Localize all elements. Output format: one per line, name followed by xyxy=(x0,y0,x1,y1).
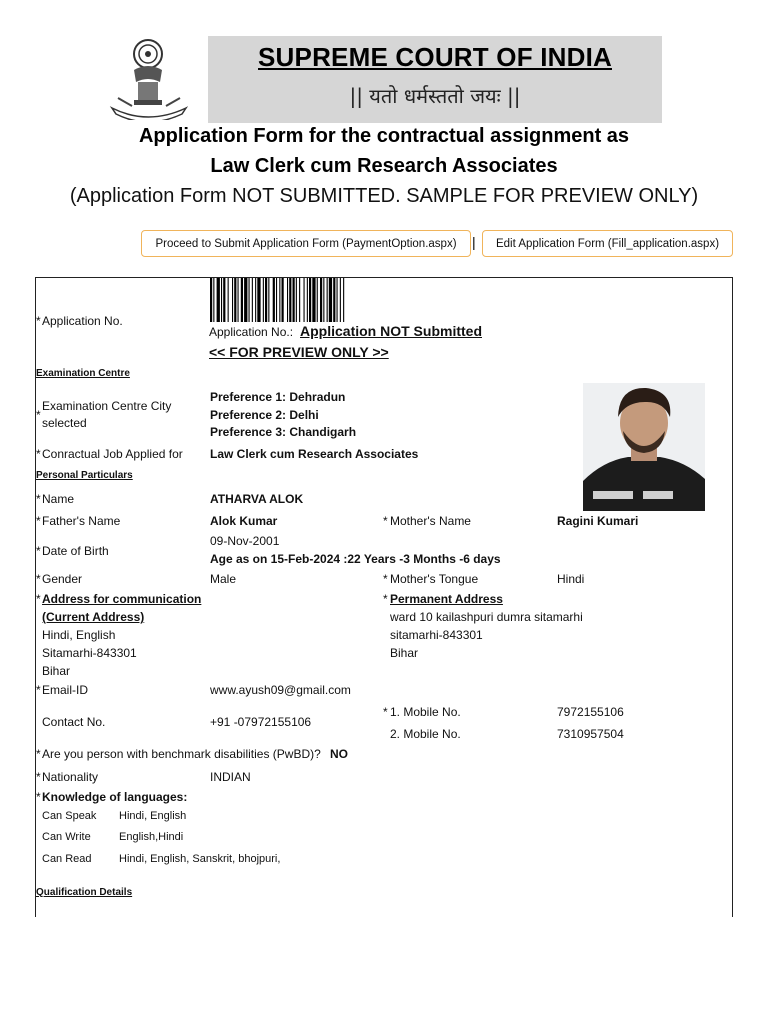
barcode-bar xyxy=(282,278,284,322)
mobile2-value: 7310957504 xyxy=(557,727,624,741)
dob-value: 09-Nov-2001 xyxy=(210,534,280,548)
barcode-bar xyxy=(287,278,288,322)
required-marker: * xyxy=(36,747,41,761)
permanent-address-line1: ward 10 kailashpuri dumra sitamarhi xyxy=(390,610,583,624)
name-label: Name xyxy=(42,492,75,506)
barcode-bar xyxy=(320,278,322,322)
age-value: Age as on 15-Feb-2024 :22 Years -3 Months -6 days xyxy=(210,552,501,566)
preview-notice: (Application Form NOT SUBMITTED. SAMPLE FOR PREVIEW ONLY) xyxy=(69,185,699,207)
required-marker: * xyxy=(36,770,41,784)
current-address-line2: Sitamarhi-843301 xyxy=(42,646,137,660)
barcode-bar xyxy=(312,278,315,322)
mother-tongue-label: Mother's Tongue xyxy=(390,572,479,586)
barcode-bar xyxy=(307,278,308,322)
can-read-label: Can Read xyxy=(42,853,92,865)
section-qualification-details: Qualification Details xyxy=(36,887,133,898)
barcode-bar xyxy=(343,278,344,322)
permanent-address-line3: Bihar xyxy=(390,646,419,660)
form-heading-line1: Application Form for the contractual assignment as xyxy=(138,125,630,147)
permanent-address-label: Permanent Address xyxy=(390,592,503,606)
barcode-bar xyxy=(317,278,318,322)
required-marker: * xyxy=(36,790,41,804)
can-speak-label: Can Speak xyxy=(42,810,97,822)
barcode-bar xyxy=(323,278,324,322)
barcode-bar xyxy=(252,278,253,322)
current-address-label-2: (Current Address) xyxy=(42,610,145,624)
barcode-bar xyxy=(263,278,264,322)
can-speak-value: Hindi, English xyxy=(119,810,187,822)
barcode-bar xyxy=(244,278,247,322)
barcode-bar xyxy=(299,278,300,322)
languages-label: Knowledge of languages: xyxy=(42,790,188,804)
nationality-value: INDIAN xyxy=(210,770,251,784)
required-marker: * xyxy=(36,408,41,422)
name-value: ATHARVA ALOK xyxy=(210,492,304,506)
preview-only-note: << FOR PREVIEW ONLY >> xyxy=(209,344,389,360)
barcode-bar xyxy=(217,278,220,322)
mobile2-label: 2. Mobile No. xyxy=(390,727,461,741)
barcode-bar xyxy=(255,278,256,322)
required-marker: * xyxy=(36,592,41,606)
mother-tongue-value: Hindi xyxy=(557,572,585,586)
barcode-bar xyxy=(268,278,269,322)
required-marker: * xyxy=(36,683,41,697)
father-name-value: Alok Kumar xyxy=(210,514,278,528)
barcode-image xyxy=(210,278,468,322)
mother-name-value: Ragini Kumari xyxy=(557,514,639,528)
edit-application-button[interactable]: Edit Application Form (Fill_application.aspx) xyxy=(482,230,733,257)
job-applied-value: Law Clerk cum Research Associates xyxy=(210,447,419,461)
application-no-label: Application No. xyxy=(42,314,123,328)
barcode-bar xyxy=(296,278,297,322)
barcode-bar xyxy=(327,278,328,322)
barcode-bar xyxy=(340,278,341,322)
barcode-bar xyxy=(309,278,311,322)
barcode-bar xyxy=(228,278,229,322)
barcode-bar xyxy=(279,278,280,322)
court-motto: || यतो धर्मस्ततो जयः || xyxy=(349,84,521,108)
can-write-value: English,Hindi xyxy=(119,831,184,843)
gender-value: Male xyxy=(210,572,237,586)
permanent-address-line2: sitamarhi-843301 xyxy=(390,628,483,642)
barcode-bar xyxy=(289,278,291,322)
mother-name-label: Mother's Name xyxy=(390,514,471,528)
required-marker: * xyxy=(36,447,41,461)
section-personal-particulars: Personal Particulars xyxy=(36,470,133,481)
barcode-bar xyxy=(241,278,243,322)
required-marker: * xyxy=(383,514,388,528)
section-examination-centre: Examination Centre xyxy=(36,368,130,379)
pwbd-value: NO xyxy=(330,747,348,761)
can-read-value: Hindi, English, Sanskrit, bhojpuri, xyxy=(119,853,281,865)
barcode-bar xyxy=(276,278,277,322)
barcode-bar xyxy=(257,278,260,322)
application-no-prefix: Application No.: xyxy=(209,325,294,339)
email-value: www.ayush09@gmail.com xyxy=(210,683,351,697)
required-marker: * xyxy=(383,705,388,719)
form-heading-line2: Law Clerk cum Research Associates xyxy=(210,155,558,177)
exam-preference-3: Preference 3: Chandigarh xyxy=(210,425,357,439)
current-address-line1: Hindi, English xyxy=(42,628,116,642)
gender-label: Gender xyxy=(42,572,83,586)
mobile1-label: 1. Mobile No. xyxy=(390,705,461,719)
court-title: SUPREME COURT OF INDIA xyxy=(258,42,612,72)
current-address-line3: Bihar xyxy=(42,664,71,678)
required-marker: * xyxy=(383,572,388,586)
barcode-bar xyxy=(223,278,225,322)
exam-preference-2: Preference 2: Delhi xyxy=(210,408,319,422)
exam-centre-label-2: selected xyxy=(42,416,87,430)
barcode-bar xyxy=(329,278,332,322)
nationality-label: Nationality xyxy=(42,770,99,784)
button-separator: | xyxy=(472,234,476,250)
mobile1-value: 7972155106 xyxy=(557,705,624,719)
required-marker: * xyxy=(36,314,41,328)
barcode-bar xyxy=(249,278,250,322)
applicant-photo xyxy=(583,383,705,511)
required-marker: * xyxy=(383,592,388,606)
current-address-label: Address for communication xyxy=(42,592,202,606)
barcode-bar xyxy=(238,278,239,322)
barcode-bar xyxy=(304,278,305,322)
barcode-bar xyxy=(210,278,212,322)
proceed-submit-button[interactable]: Proceed to Submit Application Form (PaymentOption.aspx) xyxy=(141,230,471,257)
exam-centre-label: Examination Centre City xyxy=(42,399,172,413)
required-marker: * xyxy=(36,514,41,528)
required-marker: * xyxy=(36,544,41,558)
barcode-bar xyxy=(234,278,236,322)
contact-value: +91 -07972155106 xyxy=(210,715,312,729)
email-label: Email-ID xyxy=(42,683,89,697)
barcode-bar xyxy=(333,278,335,322)
barcode-bar xyxy=(337,278,338,322)
application-no-value: Application NOT Submitted xyxy=(300,323,482,339)
emblem-of-india-icon xyxy=(108,36,190,120)
dob-label: Date of Birth xyxy=(42,544,109,558)
barcode-bar xyxy=(273,278,275,322)
barcode-bar xyxy=(232,278,233,322)
exam-preference-1: Preference 1: Dehradun xyxy=(210,390,346,404)
header-banner xyxy=(208,36,662,123)
required-marker: * xyxy=(36,492,41,506)
required-marker: * xyxy=(36,572,41,586)
barcode-bar xyxy=(213,278,214,322)
contact-label: Contact No. xyxy=(42,715,106,729)
barcode-bar xyxy=(221,278,222,322)
father-name-label: Father's Name xyxy=(42,514,121,528)
job-applied-label: Conractual Job Applied for xyxy=(42,447,183,461)
barcode-bar xyxy=(265,278,267,322)
pwbd-label: Are you person with benchmark disabilities (PwBD)? xyxy=(42,747,321,761)
barcode-bar xyxy=(293,278,295,322)
can-write-label: Can Write xyxy=(42,831,91,843)
